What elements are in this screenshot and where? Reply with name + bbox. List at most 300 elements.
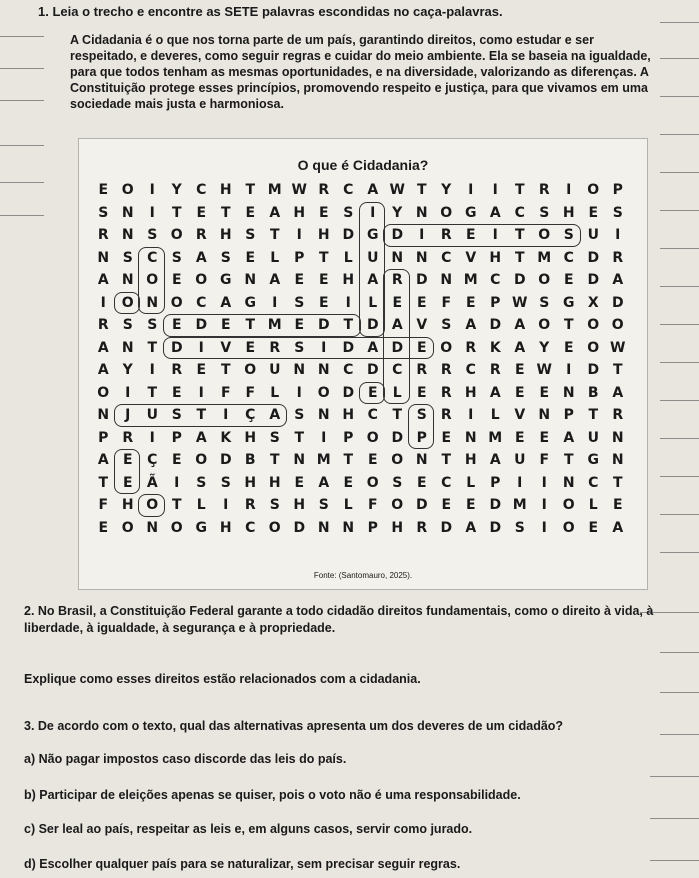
grid-letter: E	[196, 204, 207, 221]
grid-letter: U	[587, 227, 599, 243]
grid-letter: I	[296, 227, 302, 243]
grid-letter: A	[514, 317, 526, 333]
grid-letter: N	[415, 452, 428, 468]
grid-letter: I	[345, 294, 351, 311]
grid-letter: S	[269, 429, 280, 446]
grid-letter: D	[587, 362, 600, 378]
grid-letter: Y	[539, 339, 550, 356]
grid-letter: O	[391, 452, 404, 468]
grid-letter: T	[514, 227, 525, 243]
grid-letter: P	[294, 249, 305, 266]
grid-letter: P	[563, 407, 574, 423]
grid-letter: A	[367, 182, 379, 198]
grid-letter: N	[121, 339, 134, 356]
grid-letter: A	[465, 519, 477, 536]
grid-letter: A	[367, 339, 379, 356]
grid-letter: E	[98, 182, 109, 198]
grid-letter: H	[219, 182, 232, 198]
grid-letter: C	[196, 294, 207, 311]
grid-letter: N	[611, 429, 624, 446]
grid-letter: L	[270, 384, 280, 401]
grid-letter: R	[195, 227, 207, 243]
grid-letter: T	[196, 407, 207, 423]
grid-letter: A	[318, 474, 330, 491]
grid-letter: I	[541, 497, 547, 513]
grid-letter: T	[245, 317, 256, 333]
paper-rule	[660, 552, 699, 553]
paper-rule	[0, 100, 44, 101]
grid-letter: T	[171, 497, 182, 513]
grid-letter: O	[170, 294, 183, 311]
grid-letter: M	[488, 429, 503, 446]
grid-letter: X	[587, 294, 599, 311]
grid-letter: S	[539, 204, 550, 221]
grid-letter: R	[440, 362, 452, 378]
grid-letter: I	[468, 407, 474, 423]
grid-letter: S	[122, 249, 133, 266]
grid-letter: N	[293, 452, 306, 468]
grid-letter: F	[441, 294, 452, 311]
grid-letter: E	[98, 519, 109, 536]
grid-letter: E	[245, 204, 256, 221]
grid-letter: C	[245, 519, 256, 536]
grid-letter: E	[367, 384, 378, 401]
grid-letter: G	[587, 452, 599, 468]
paper-rule	[660, 286, 699, 287]
paper-rule	[660, 134, 699, 135]
grid-letter: L	[343, 497, 353, 513]
grid-letter: P	[343, 429, 354, 446]
grid-letter: C	[392, 362, 403, 378]
grid-letter: R	[440, 227, 452, 243]
grid-letter: G	[195, 519, 207, 536]
option-d[interactable]: d) Escolher qualquer país para se naturalizar, sem precisar seguir regras.	[24, 857, 461, 871]
grid-letter: N	[317, 519, 330, 536]
grid-letter: I	[541, 474, 547, 491]
grid-letter: E	[465, 497, 476, 513]
grid-letter: O	[391, 497, 404, 513]
grid-letter: T	[220, 204, 231, 221]
grid-letter: S	[147, 317, 158, 333]
grid-letter: E	[196, 362, 207, 378]
grid-letter: T	[514, 249, 525, 266]
grid-letter: B	[587, 384, 599, 401]
grid-letter: I	[149, 429, 155, 446]
grid-letter: I	[541, 519, 547, 536]
grid-letter: S	[416, 407, 427, 423]
grid-letter: H	[219, 227, 232, 243]
grid-letter: E	[294, 474, 305, 491]
grid-letter: E	[392, 294, 403, 311]
grid-letter: N	[97, 407, 110, 423]
grid-letter: E	[588, 519, 599, 536]
grid-letter: I	[517, 474, 523, 491]
grid-letter: U	[146, 407, 158, 423]
grid-letter: E	[416, 294, 427, 311]
grid-letter: I	[125, 384, 131, 401]
grid-letter: I	[198, 339, 204, 356]
grid-letter: L	[368, 294, 378, 311]
grid-letter: W	[512, 294, 528, 311]
grid-letter: C	[343, 182, 354, 198]
option-c[interactable]: c) Ser leal ao país, respeitar as leis e, em alguns casos, servir como jurado.	[24, 822, 473, 836]
grid-letter: H	[293, 204, 306, 221]
grid-letter: N	[121, 272, 134, 288]
grid-letter: A	[195, 429, 207, 446]
grid-letter: M	[463, 272, 478, 288]
grid-letter: I	[566, 182, 572, 198]
grid-letter: N	[97, 249, 110, 266]
grid-letter: T	[563, 317, 574, 333]
grid-letter: I	[272, 294, 278, 311]
grid-letter: N	[121, 227, 134, 243]
grid-letter: H	[342, 407, 355, 423]
grid-letter: R	[171, 362, 183, 378]
grid-letter: O	[317, 384, 330, 401]
grid-letter: A	[220, 294, 232, 311]
grid-letter: F	[98, 497, 109, 513]
grid-letter: E	[245, 339, 256, 356]
grid-letter: T	[563, 452, 574, 468]
grid-letter: Y	[171, 182, 182, 198]
grid-letter: C	[588, 474, 599, 491]
grid-letter: P	[612, 182, 623, 198]
grid-letter: U	[367, 249, 379, 266]
grid-letter: E	[441, 429, 452, 446]
grid-letter: S	[294, 339, 305, 356]
grid-letter: E	[122, 452, 133, 468]
question-1-title: 1. Leia o trecho e encontre as SETE palavras escondidas no caça-palavras.	[38, 4, 503, 19]
word-search-puzzle	[78, 138, 648, 590]
grid-letter: S	[539, 294, 550, 311]
grid-letter: R	[440, 384, 452, 401]
grid-letter: T	[294, 429, 305, 446]
grid-letter: Y	[392, 204, 403, 221]
grid-letter: I	[149, 362, 155, 378]
grid-letter: S	[294, 407, 305, 423]
grid-letter: O	[170, 227, 183, 243]
grid-letter: T	[147, 339, 158, 356]
grid-letter: A	[97, 452, 109, 468]
grid-letter: D	[513, 272, 526, 288]
grid-letter: I	[321, 339, 327, 356]
grid-letter: E	[318, 204, 329, 221]
grid-letter: E	[465, 227, 476, 243]
grid-letter: L	[196, 497, 206, 513]
grid-letter: M	[512, 497, 527, 513]
grid-letter: C	[147, 249, 158, 266]
grid-letter: D	[195, 317, 208, 333]
grid-letter: N	[244, 272, 257, 288]
grid-letter: D	[293, 519, 306, 536]
grid-letter: R	[465, 339, 477, 356]
grid-letter: E	[416, 384, 427, 401]
grid-letter: G	[244, 294, 256, 311]
grid-letter: S	[220, 249, 231, 266]
grid-letter: Ã	[146, 474, 158, 491]
grid-letter: E	[539, 429, 550, 446]
grid-letter: P	[490, 294, 501, 311]
grid-letter: A	[269, 272, 281, 288]
grid-letter: A	[269, 204, 281, 221]
grid-letter: Ç	[147, 452, 158, 468]
grid-letter: E	[514, 429, 525, 446]
grid-letter: H	[293, 497, 306, 513]
grid-letter: W	[291, 182, 307, 198]
paper-rule	[0, 215, 44, 216]
grid-letter: A	[195, 249, 207, 266]
grid-letter: S	[343, 204, 354, 221]
grid-letter: O	[611, 317, 624, 333]
grid-letter: D	[342, 339, 355, 356]
grid-letter: T	[318, 249, 329, 266]
grid-letter: T	[269, 227, 280, 243]
grid-letter: P	[367, 519, 378, 536]
grid-letter: Y	[441, 182, 452, 198]
grid-letter: P	[98, 429, 109, 446]
grid-letter: T	[147, 384, 158, 401]
paper-rule	[660, 652, 699, 653]
grid-letter: N	[562, 384, 575, 401]
grid-letter: E	[294, 317, 305, 333]
grid-letter: T	[612, 362, 623, 378]
grid-letter: O	[538, 272, 551, 288]
grid-letter: D	[415, 272, 428, 288]
grid-letter: E	[563, 339, 574, 356]
grid-letter: H	[244, 429, 257, 446]
grid-letter: A	[489, 204, 501, 221]
grid-letter: Ç	[245, 407, 256, 423]
grid-letter: G	[367, 227, 379, 243]
question-3: 3. De acordo com o texto, qual das alternativas apresenta um dos deveres de um cidadão?	[24, 719, 564, 733]
paper-rule	[650, 818, 699, 819]
grid-letter: N	[415, 249, 428, 266]
grid-letter: E	[245, 249, 256, 266]
grid-letter: A	[514, 339, 526, 356]
grid-letter: S	[245, 227, 256, 243]
grid-letter: P	[490, 474, 501, 491]
grid-letter: E	[612, 497, 623, 513]
grid-letter: V	[465, 249, 477, 266]
grid-letter: V	[514, 407, 526, 423]
grid-letter: F	[539, 452, 550, 468]
grid-letter: S	[294, 294, 305, 311]
grid-letter: E	[514, 362, 525, 378]
grid-letter: S	[171, 249, 182, 266]
grid-letter: O	[121, 519, 134, 536]
grid-letter: T	[269, 452, 280, 468]
paper-rule	[660, 362, 699, 363]
grid-letter: S	[612, 204, 623, 221]
grid-letter: C	[343, 362, 354, 378]
grid-letter: E	[441, 497, 452, 513]
grid-letter: I	[419, 227, 425, 243]
grid-letter: S	[392, 474, 403, 491]
grid-letter: W	[610, 339, 626, 356]
grid-letter: E	[171, 272, 182, 288]
grid-letter: S	[98, 204, 109, 221]
paper-rule	[0, 145, 44, 146]
grid-letter: O	[195, 452, 208, 468]
grid-letter: D	[366, 317, 379, 333]
grid-letter: U	[269, 362, 281, 378]
grid-letter: S	[220, 474, 231, 491]
grid-letter: R	[440, 407, 452, 423]
grid-letter: G	[563, 294, 575, 311]
grid-letter: N	[562, 474, 575, 491]
grid-letter: W	[389, 182, 405, 198]
grid-letter: N	[317, 362, 330, 378]
grid-letter: T	[416, 182, 427, 198]
paper-rule	[660, 400, 699, 401]
grid-letter: O	[562, 519, 575, 536]
grid-letter: I	[321, 429, 327, 446]
grid-letter: R	[391, 272, 403, 288]
grid-letter: S	[269, 497, 280, 513]
grid-letter: C	[490, 272, 501, 288]
grid-letter: O	[121, 294, 134, 311]
question-2-prompt: Explique como esses direitos estão relacionados com a cidadania.	[24, 672, 421, 686]
grid-letter: L	[588, 497, 598, 513]
grid-letter: I	[223, 497, 229, 513]
grid-letter: S	[196, 474, 207, 491]
paper-rule	[660, 22, 699, 23]
grid-letter: O	[440, 204, 453, 221]
grid-letter: S	[563, 227, 574, 243]
grid-letter: N	[391, 249, 404, 266]
grid-letter: I	[149, 204, 155, 221]
grid-letter: I	[174, 474, 180, 491]
puzzle-title: O que é Cidadania?	[297, 157, 429, 173]
paper-rule	[660, 476, 699, 477]
grid-letter: N	[146, 519, 159, 536]
grid-letter: O	[587, 182, 600, 198]
grid-letter: Y	[122, 362, 133, 378]
grid-letter: L	[466, 474, 476, 491]
paper-rule	[660, 692, 699, 693]
grid-letter: K	[220, 429, 232, 446]
grid-letter: N	[464, 429, 477, 446]
grid-letter: S	[514, 519, 525, 536]
grid-letter: N	[440, 272, 453, 288]
grid-letter: S	[171, 407, 182, 423]
paper-rule	[660, 438, 699, 439]
grid-letter: D	[317, 317, 330, 333]
grid-letter: R	[416, 519, 428, 536]
grid-letter: H	[121, 497, 134, 513]
grid-letter: F	[245, 384, 256, 401]
grid-letter: U	[514, 452, 526, 468]
grid-letter: T	[245, 182, 256, 198]
grid-letter: W	[536, 362, 552, 378]
grid-letter: I	[296, 384, 302, 401]
grid-letter: D	[415, 497, 428, 513]
grid-letter: D	[611, 294, 624, 311]
grid-letter: J	[125, 407, 131, 423]
grid-letter: C	[465, 362, 476, 378]
grid-letter: T	[343, 317, 354, 333]
grid-letter: I	[615, 227, 621, 243]
grid-letter: R	[97, 317, 109, 333]
grid-letter: I	[566, 362, 572, 378]
grid-letter: A	[612, 384, 624, 401]
grid-letter: M	[316, 452, 331, 468]
option-a[interactable]: a) Não pagar impostos caso discorde das leis do país.	[24, 752, 347, 766]
grid-letter: I	[468, 182, 474, 198]
grid-letter: A	[612, 272, 624, 288]
grid-letter: R	[416, 362, 428, 378]
grid-letter: L	[343, 249, 353, 266]
grid-letter: I	[198, 384, 204, 401]
grid-letter: N	[342, 519, 355, 536]
grid-letter: R	[244, 497, 256, 513]
grid-letter: T	[343, 452, 354, 468]
grid-letter: S	[441, 317, 452, 333]
grid-letter: A	[97, 339, 109, 356]
grid-letter: N	[611, 452, 624, 468]
grid-letter: D	[170, 339, 183, 356]
grid-letter: E	[294, 272, 305, 288]
grid-letter: T	[171, 204, 182, 221]
paper-rule	[660, 96, 699, 97]
grid-letter: R	[269, 339, 281, 356]
grid-letter: K	[489, 339, 501, 356]
grid-letter: T	[220, 362, 231, 378]
grid-letter: N	[538, 407, 551, 423]
grid-letter: E	[416, 339, 427, 356]
grid-letter: D	[391, 339, 404, 356]
grid-letter: E	[171, 384, 182, 401]
grid-letter: C	[563, 249, 574, 266]
grid-letter: O	[366, 474, 379, 491]
grid-letter: E	[465, 294, 476, 311]
grid-letter: D	[489, 497, 502, 513]
grid-letter: P	[416, 429, 427, 446]
paper-rule	[660, 172, 699, 173]
grid-letter: H	[489, 249, 502, 266]
grid-letter: E	[122, 474, 133, 491]
grid-letter: H	[317, 227, 330, 243]
grid-letter: O	[268, 519, 281, 536]
grid-letter: D	[587, 249, 600, 266]
grid-letter: E	[318, 272, 329, 288]
grid-letter: C	[367, 407, 378, 423]
paper-rule	[0, 182, 44, 183]
grid-letter: U	[587, 429, 599, 446]
grid-letter: T	[588, 407, 599, 423]
paper-rule	[650, 776, 699, 777]
grid-letter: D	[391, 227, 404, 243]
paper-rule	[660, 58, 699, 59]
grid-letter: E	[514, 384, 525, 401]
option-b[interactable]: b) Participar de eleições apenas se quiser, pois o voto não é uma responsabilidade.	[24, 788, 521, 802]
grid-letter: C	[196, 182, 207, 198]
grid-letter: O	[538, 317, 551, 333]
grid-letter: O	[121, 182, 134, 198]
grid-letter: S	[318, 497, 329, 513]
grid-letter: E	[416, 474, 427, 491]
grid-letter: A	[465, 317, 477, 333]
grid-letter: O	[587, 317, 600, 333]
grid-letter: H	[464, 384, 477, 401]
grid-letter: A	[97, 272, 109, 288]
grid-letter: R	[612, 407, 624, 423]
grid-letter: O	[146, 272, 159, 288]
grid-letter: T	[514, 182, 525, 198]
grid-letter: I	[492, 227, 498, 243]
grid-letter: N	[317, 407, 330, 423]
question-2: 2. No Brasil, a Constituição Federal garante a todo cidadão direitos fundamentais, como o direito à vida, à liberdade, à igualdade, à segurança e à propriedade.	[24, 604, 654, 635]
